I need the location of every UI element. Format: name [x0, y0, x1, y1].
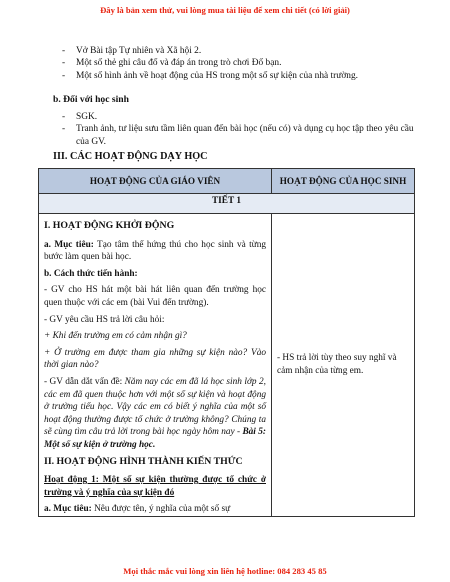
- method-label: b. Cách thức tiến hành:: [44, 268, 138, 279]
- question-text: + Ở trường em được tham gia những sự kiện nào? Vào thời gian nào?: [44, 347, 266, 371]
- student-materials-list: [62, 45, 422, 82]
- lesson-title: Bài 5: Một số sự kiện ở trường học.: [44, 427, 266, 450]
- learner-materials-list: [62, 111, 422, 148]
- goal-label: a. Mục tiêu:: [44, 239, 94, 250]
- part-title: I. HOẠT ĐỘNG KHỞI ĐỘNG: [44, 220, 175, 231]
- lead-text: Năm nay các em đã lá học sinh lớp 2, các em đã quen thuộc hơn với một số sự kiện và hoạt động ở trường tiểu học. Vậy các em có biết ý nghĩa của một số hoạt động thường được tổ chức ở trường không? Chúng ta sẽ cùng tìm câu trả lời trong bài học ngày hôm nay -: [44, 376, 266, 438]
- lead-prefix: - GV dẫn dắt vấn đề:: [44, 376, 125, 387]
- goal-paragraph: [44, 503, 266, 516]
- lead-paragraph: [44, 376, 266, 452]
- student-column-header: HOẠT ĐỘNG CỦA HỌC SINH: [272, 169, 415, 194]
- teacher-column-header: HOẠT ĐỘNG CỦA GIÁO VIÊN: [39, 169, 272, 194]
- table-header-row: [39, 169, 415, 194]
- goal-paragraph: [44, 239, 266, 264]
- teacher-activity-cell: [39, 214, 272, 517]
- list-item: - Tranh ảnh, tư liệu sưu tầm liên quan đến bài học (nếu có) và dụng cụ học tập theo yêu cầu của GV.: [62, 123, 422, 148]
- preview-notice-banner: Đây là bản xem thử, vui lòng mua tài liệu để xem chi tiết (có lời giải): [100, 5, 350, 15]
- hotline-banner: Mọi thắc mắc vui lòng xin liên hệ hotline: 084 283 45 85: [123, 566, 327, 576]
- list-item: - Một số hình ảnh về hoạt động của HS trong một số sự kiện của nhà trường.: [62, 70, 422, 82]
- goal-label: a. Mục tiêu:: [44, 504, 92, 515]
- student-response: - HS trả lời tùy theo suy nghĩ và cảm nhận của từng em.: [277, 353, 397, 376]
- activity-title: Hoạt động 1: Một số sự kiện thường được tổ chức ở trường và ý nghĩa của sự kiện đó: [44, 475, 266, 498]
- part-title: II. HOẠT ĐỘNG HÌNH THÀNH KIẾN THỨC: [44, 455, 243, 467]
- list-item: - Vở Bài tập Tự nhiên và Xã hội 2.: [62, 45, 422, 57]
- list-item: - SGK.: [62, 111, 422, 123]
- student-heading: b. Đối với học sinh: [53, 94, 129, 105]
- step-text: - GV yêu cầu HS trả lời câu hỏi:: [44, 314, 165, 325]
- question-text: + Khi đến trường em có cảm nhận gì?: [44, 331, 187, 342]
- section-heading: III. CÁC HOẠT ĐỘNG DẠY HỌC: [53, 151, 208, 162]
- step-text: - GV cho HS hát một bài hát liên quan đến trường học quen thuộc với các em (bài Vui đến trường).: [44, 285, 266, 308]
- lesson-plan-table: [38, 168, 415, 517]
- table-row: [39, 214, 415, 517]
- list-item: - Một số thẻ ghi câu đố và đáp án trong trò chơi Đố bạn.: [62, 57, 422, 69]
- period-label: TIẾT 1: [39, 194, 415, 214]
- period-row: [39, 194, 415, 214]
- goal-text: Tạo tâm thế hứng thú cho học sinh và từng bước làm quen bài học.: [44, 239, 267, 263]
- goal-text: Nêu được tên, ý nghĩa của một số sự: [91, 504, 231, 515]
- student-activity-cell: [272, 214, 415, 517]
